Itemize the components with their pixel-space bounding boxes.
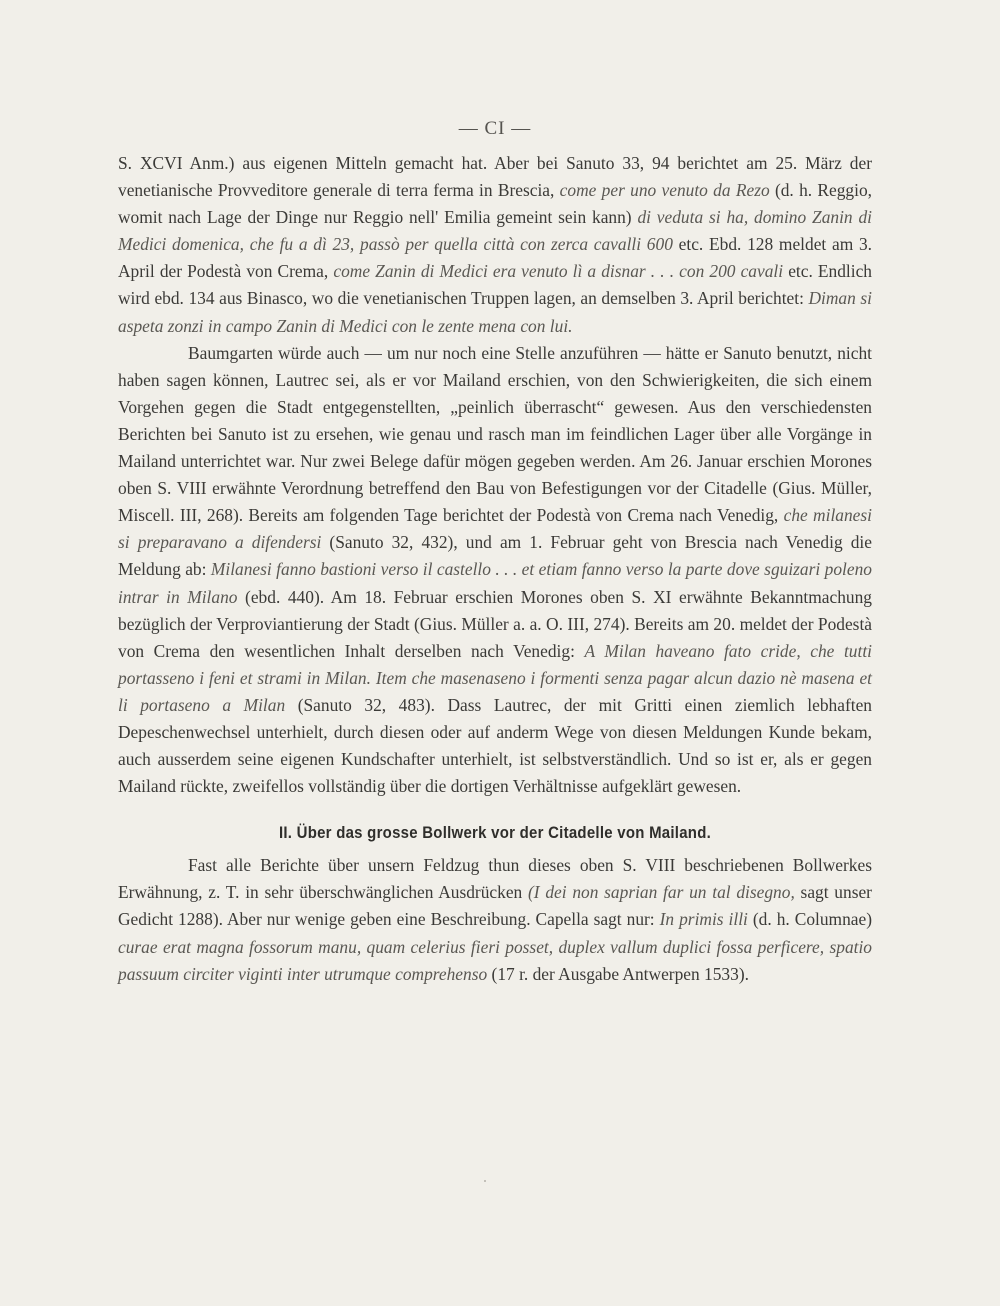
- text-run: (ebd. 440). Am 18. Februar erschien Morones oben S. XI erwähnte Bekanntmachung bezüglich der Verproviantierung der Stadt (Gius. Müller a. a. O. III, 274). Bereits am 20. meldet der Podestà von Crema den wesentlichen Inhalt derselben nach Venedig:: [118, 586, 872, 661]
- italic-quote-run: che milanesi si preparavano a difendersi: [118, 505, 872, 553]
- italic-quote-run: di veduta si ha, domino Zanin di Medici domenica, che fu a dì 23, passò per quella città con zerca cavalli 600: [118, 207, 872, 255]
- page-number: — CI —: [458, 118, 532, 139]
- italic-quote-run: curae erat magna fossorum manu, quam celerius fieri posset, duplex vallum duplici fossa perficere, spatio passuum circiter viginti inter utrumque comprehenso: [118, 936, 872, 984]
- text-run: etc. Endlich wird ebd. 134 aus Binasco, wo die venetianischen Truppen lagen, an demselben 3. April berichtet:: [118, 261, 873, 309]
- paragraph-2: [118, 340, 872, 801]
- text-run: (17 r. der Ausgabe Antwerpen 1533).: [487, 963, 749, 984]
- section-heading: II. Über das grosse Bollwerk vor der Citadelle von Mailand.: [278, 823, 712, 843]
- italic-quote-run: Diman si aspeta zonzi in campo Zanin di Medici con le zente mena con lui.: [118, 288, 872, 336]
- text-run: (Sanuto 32, 432), und am 1. Februar geht von Brescia nach Venedig die Meldung ab:: [118, 532, 872, 580]
- text-run: Baumgarten würde auch — um nur noch eine Stelle anzuführen — hätte er Sanuto benutzt, nicht haben sagen können, Lautrec sei, als er vor Mailand erschien, von den Schwierigkeiten, die sich einem Vorgehen gegen die Stadt entgegenstellten, „peinlich überrascht“ gewesen. Aus den verschiedensten Berichten bei Sanuto ist zu ersehen, wie genau und rasch man im feindlichen Lager über alle Vorgänge in Mailand unterrichtet war. Nur zwei Belege dafür mögen gegeben werden. Am 26. Januar erschien Morones oben S. VIII erwähnte Verordnung betreffend den Bau von Befestigungen vor der Citadelle (Gius. Müller, Miscell. III, 268). Bereits am folgenden Tage berichtet der Podestà von Crema nach Venedig,: [118, 342, 872, 526]
- paper-speck: [484, 1180, 486, 1182]
- text-run: (d. h. Reggio, womit nach Lage der Dinge nur Reggio nell' Emilia gemeint sein kann): [118, 180, 872, 228]
- italic-quote-run: come per uno venuto da Rezo: [559, 180, 770, 201]
- text-run: sagt unser Gedicht 1288). Aber nur wenige geben eine Beschreibung. Capella sagt nur:: [118, 882, 872, 930]
- italic-quote-run: A Milan haveano fato cride, che tutti portasseno i feni et strami in Milan. Item che masenaseno i formenti senza pagar alcun dazio nè masena et li portaseno a Milan: [118, 640, 872, 715]
- text-run: (d. h. Columnae): [747, 909, 872, 930]
- text-run: S. XCVI Anm.) aus eigenen Mitteln gemacht hat. Aber bei Sanuto 33, 94 berichtet am 25. März der venetianische Provveditore generale di terra ferma in Brescia,: [118, 153, 872, 201]
- paragraph-3: [118, 852, 872, 987]
- italic-quote-run: (I dei non saprian far un tal disegno,: [528, 882, 795, 903]
- paragraph-1: [118, 150, 872, 340]
- text-run: Fast alle Berichte über unsern Feldzug thun dieses oben S. VIII beschriebenen Bollwerkes Erwähnung, z. T. in sehr überschwänglichen Ausdrücken: [118, 855, 872, 903]
- text-run: etc. Ebd. 128 meldet am 3. April der Podestà von Crema,: [118, 234, 873, 282]
- italic-quote-run: Milanesi fanno bastioni verso il castello . . . et etiam fanno verso la parte dove sguizari poleno intrar in Milano: [118, 559, 872, 607]
- italic-quote-run: In primis illi: [659, 909, 748, 930]
- italic-quote-run: come Zanin di Medici era venuto lì a disnar . . . con 200 cavali: [333, 261, 784, 282]
- text-run: (Sanuto 32, 483). Dass Lautrec, der mit Gritti einen ziemlich lebhaften Depeschenwechsel unterhielt, durch diesen oder auf anderm Wege von diesen Meldungen Kunde bekam, auch ausserdem seine eigenen Kundschafter unterhielt, ist selbstverständlich. Und so ist er, als er gegen Mailand rückte, zweifellos vollständig über die dortigen Verhältnisse aufgeklärt gewesen.: [118, 694, 872, 797]
- page-body: [118, 118, 872, 988]
